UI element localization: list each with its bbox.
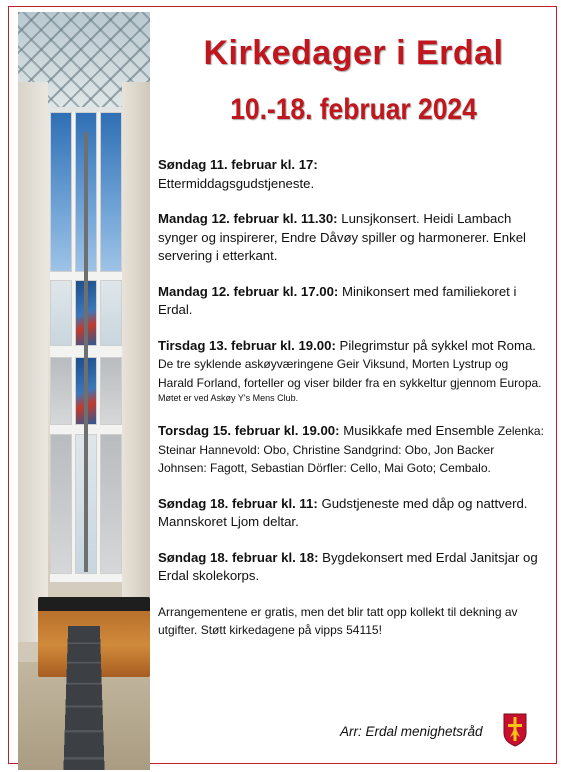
event-date: Mandag 12. februar kl. 11.30: bbox=[158, 211, 338, 226]
event-date: Søndag 11. februar kl. 17: bbox=[158, 157, 318, 172]
event-item bbox=[158, 156, 546, 193]
event-note: Møtet er ved Askøy Y's Mens Club. bbox=[158, 393, 299, 403]
closing-note: Arrangementene er gratis, men det blir tatt opp kollekt til dekning av utgifter. Støtt kirkedagene på vipps 54115! bbox=[158, 604, 518, 637]
event-date: Tirsdag 13. februar kl. 19.00: bbox=[158, 337, 336, 353]
window-pane bbox=[50, 357, 72, 425]
event-item bbox=[158, 337, 546, 406]
window-pane bbox=[50, 280, 72, 346]
event-date: Torsdag 15. februar kl. 19.00: bbox=[158, 423, 340, 438]
event-item bbox=[158, 422, 546, 478]
window-pane bbox=[50, 434, 72, 574]
event-text: Pilegrimstur på sykkel mot Roma. bbox=[339, 337, 536, 353]
event-date: Søndag 18. februar kl. 18: bbox=[158, 549, 319, 565]
event-text: Musikkafe med Ensemble bbox=[343, 423, 495, 438]
right-wall bbox=[122, 82, 150, 642]
window-pane bbox=[100, 357, 122, 425]
organizer-signature: Arr: Erdal menighetsråd bbox=[340, 724, 483, 739]
aisle bbox=[63, 626, 105, 770]
event-item bbox=[158, 549, 546, 586]
church-interior-photo bbox=[18, 12, 150, 770]
event-text: Gudstjeneste med dåp og nattverd. Mannskoret Ljom deltar. bbox=[158, 495, 528, 529]
left-wall bbox=[18, 82, 48, 642]
event-date: Mandag 12. februar kl. 17.00: bbox=[158, 283, 339, 299]
window-pane bbox=[100, 112, 122, 272]
page-subtitle-dates: 10.-18. februar 2024 bbox=[230, 93, 477, 126]
cross bbox=[84, 132, 88, 572]
event-text: Bygdekonsert med Erdal Janitsjar og Erdal skolekorps. bbox=[158, 549, 538, 583]
window-pane bbox=[50, 112, 72, 272]
church-of-norway-logo-icon bbox=[503, 713, 527, 747]
event-date: Søndag 18. februar kl. 11: bbox=[158, 495, 318, 511]
window-pane bbox=[100, 280, 122, 346]
event-text: Minikonsert med familiekoret i Erdal. bbox=[158, 283, 517, 317]
window-pane bbox=[100, 434, 122, 574]
page-title: Kirkedager i Erdal bbox=[203, 34, 504, 72]
event-detail: Zelenka: Steinar Hannevold: Obo, Christine Sandgrind: Obo, Jon Backer Johnsen: Fagott, Sebastian Dörfler: Cello, Mai Goto; Cembalo. bbox=[158, 424, 544, 475]
event-detail: De tre syklende askøyværingene Geir Viksund, Morten Lystrup og Harald Forland, forteller og viser bilder fra en sykkeltur gjennom Europa. bbox=[158, 357, 542, 390]
event-text: Ettermiddagsgudstjeneste. bbox=[158, 175, 315, 191]
event-item bbox=[158, 495, 546, 532]
event-item bbox=[158, 210, 546, 266]
event-item bbox=[158, 283, 546, 320]
event-text: Lunsjkonsert. Heidi Lambach synger og inspirerer, Endre Dåvøy spiller og harmonerer. Enkel servering i etterkant. bbox=[158, 211, 526, 263]
event-list bbox=[158, 156, 546, 639]
